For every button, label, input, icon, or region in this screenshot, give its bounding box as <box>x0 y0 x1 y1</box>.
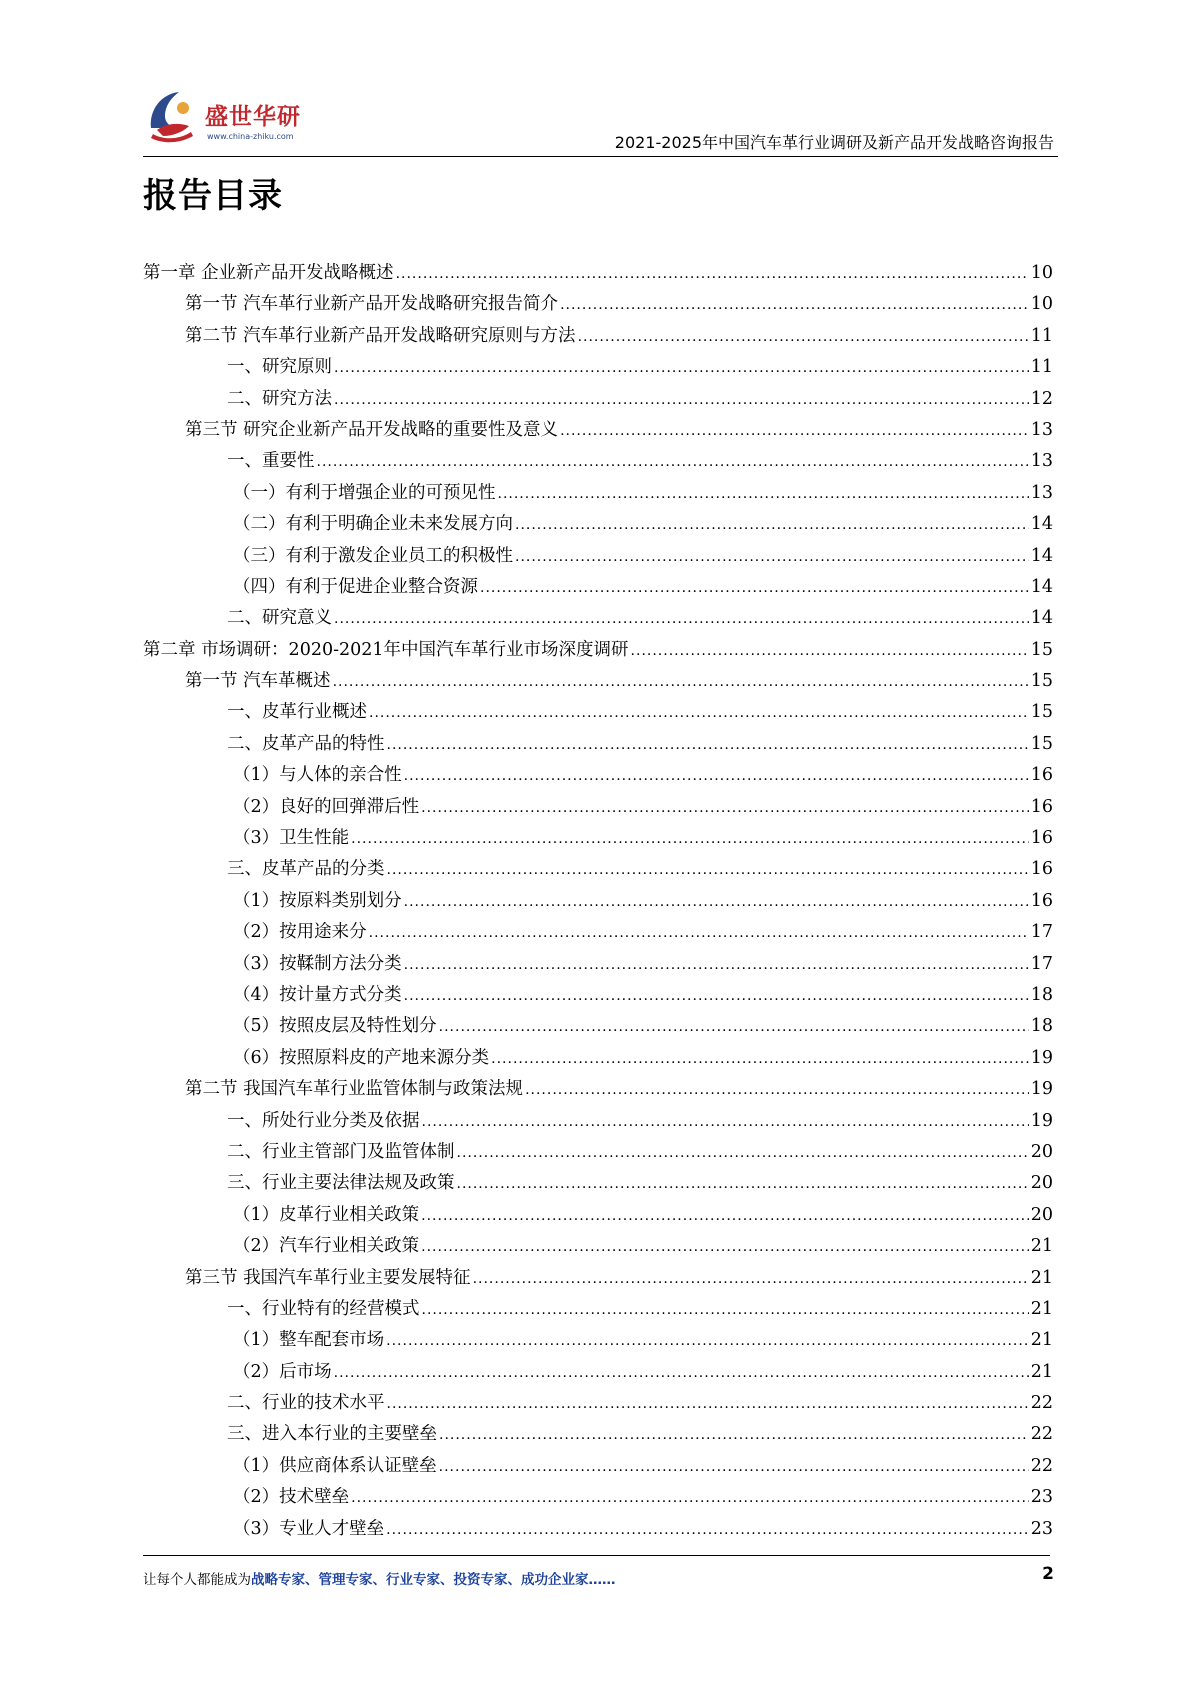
toc-leader-dots <box>387 737 1029 753</box>
toc-entry[interactable] <box>143 353 1053 384</box>
toc-entry-label: （5）按照皮层及特性划分 <box>233 1016 437 1037</box>
toc-leader-dots <box>422 1302 1029 1318</box>
toc-entry[interactable] <box>143 918 1053 949</box>
toc-entry[interactable] <box>143 416 1053 447</box>
toc-entry-label: （二）有利于明确企业未来发展方向 <box>233 514 513 535</box>
toc-entry[interactable] <box>143 636 1053 667</box>
toc-entry-page: 16 <box>1030 890 1053 911</box>
toc-entry-label: 第一节 汽车革概述 <box>185 671 331 692</box>
toc-entry-label: 第三节 研究企业新产品开发战略的重要性及意义 <box>185 419 559 440</box>
toc-entry-page: 21 <box>1030 1298 1053 1319</box>
toc-leader-dots <box>498 486 1029 502</box>
toc-entry-page: 15 <box>1030 671 1053 692</box>
toc-entry-page: 18 <box>1030 1016 1053 1037</box>
toc-entry[interactable] <box>143 479 1053 510</box>
toc-entry[interactable] <box>143 1201 1053 1232</box>
toc-entry-page: 13 <box>1030 419 1053 440</box>
toc-entry-label: 第三节 我国汽车革行业主要发展特征 <box>185 1267 471 1288</box>
toc-entry-page: 22 <box>1030 1393 1053 1414</box>
toc-entry-label: 二、研究意义 <box>227 608 332 629</box>
page-number: 2 <box>1042 1564 1054 1584</box>
toc-entry[interactable] <box>143 1075 1053 1106</box>
toc-leader-dots <box>525 1082 1029 1098</box>
toc-entry[interactable] <box>143 542 1053 573</box>
toc-entry[interactable] <box>143 1044 1053 1075</box>
toc-leader-dots <box>386 1333 1029 1349</box>
toc-entry-page: 20 <box>1030 1141 1053 1162</box>
toc-entry-label: 一、重要性 <box>227 451 315 472</box>
toc-entry-page: 21 <box>1030 1267 1053 1288</box>
toc-entry-page: 16 <box>1030 859 1053 880</box>
toc-entry-label: （6）按照原料皮的产地来源分类 <box>233 1047 490 1068</box>
page-title: 报告目录 <box>143 176 283 216</box>
toc-entry-label: 二、研究方法 <box>227 388 332 409</box>
footer-highlight: 战略专家、管理专家、行业专家、投资专家、成功企业家…… <box>251 1572 616 1588</box>
toc-leader-dots <box>404 894 1029 910</box>
toc-entry-page: 14 <box>1030 576 1053 597</box>
toc-entry[interactable] <box>143 1326 1053 1357</box>
toc-entry[interactable] <box>143 981 1053 1012</box>
logo-url: www.china-zhiku.com <box>207 132 294 141</box>
toc-entry-page: 19 <box>1030 1079 1053 1100</box>
toc-entry-label: 三、皮革产品的分类 <box>227 859 385 880</box>
toc-entry-page: 21 <box>1030 1361 1053 1382</box>
toc-entry-page: 16 <box>1030 765 1053 786</box>
toc-entry-label: （2）技术壁垒 <box>233 1487 350 1508</box>
toc-entry-page: 21 <box>1030 1236 1053 1257</box>
toc-leader-dots <box>421 800 1029 816</box>
toc-entry-page: 15 <box>1030 702 1053 723</box>
toc-entry[interactable] <box>143 259 1053 290</box>
company-logo <box>143 84 313 150</box>
toc-entry-label: （3）卫生性能 <box>233 828 350 849</box>
toc-entry-label: 一、行业特有的经营模式 <box>227 1298 420 1319</box>
toc-entry[interactable] <box>143 1107 1053 1138</box>
toc-entry-page: 20 <box>1030 1173 1053 1194</box>
toc-entry-page: 22 <box>1030 1424 1053 1445</box>
toc-entry-label: （1）皮革行业相关政策 <box>233 1204 420 1225</box>
toc-entry-label: （3）专业人才壁垒 <box>233 1518 385 1539</box>
toc-entry-page: 19 <box>1030 1047 1053 1068</box>
toc-leader-dots <box>421 1239 1029 1255</box>
toc-leader-dots <box>457 1176 1029 1192</box>
toc-entry[interactable] <box>143 1138 1053 1169</box>
toc-leader-dots <box>421 1208 1029 1224</box>
toc-entry-label: （2）汽车行业相关政策 <box>233 1236 420 1257</box>
toc-leader-dots <box>333 674 1029 690</box>
toc-entry-label: 第二章 市场调研：2020-2021年中国汽车革行业市场深度调研 <box>143 639 629 660</box>
toc-entry-label: 一、研究原则 <box>227 357 332 378</box>
toc-entry-label: 二、行业的技术水平 <box>227 1393 385 1414</box>
toc-leader-dots <box>422 1114 1029 1130</box>
toc-entry[interactable] <box>143 322 1053 353</box>
toc-entry-label: 二、行业主管部门及监管体制 <box>227 1141 455 1162</box>
toc-leader-dots <box>334 1365 1029 1381</box>
toc-leader-dots <box>439 1019 1029 1035</box>
toc-entry-label: 三、进入本行业的主要壁垒 <box>227 1424 437 1445</box>
toc-entry[interactable] <box>143 573 1053 604</box>
toc-leader-dots <box>351 831 1029 847</box>
toc-entry-label: （1）与人体的亲合性 <box>233 765 402 786</box>
toc-entry[interactable] <box>143 604 1053 635</box>
toc-entry-page: 21 <box>1030 1330 1053 1351</box>
toc-entry-page: 19 <box>1030 1110 1053 1131</box>
toc-entry-label: 第二节 我国汽车革行业监管体制与政策法规 <box>185 1079 524 1100</box>
logo-emblem-icon <box>143 84 205 146</box>
toc-entry[interactable] <box>143 1012 1053 1043</box>
toc-entry[interactable] <box>143 824 1053 855</box>
toc-entry[interactable] <box>143 1483 1053 1514</box>
toc-entry-page: 16 <box>1030 828 1053 849</box>
toc-leader-dots <box>578 329 1029 345</box>
report-title: 2021-2025年中国汽车革行业调研及新产品开发战略咨询报告 <box>614 133 1054 152</box>
toc-entry-page: 13 <box>1030 451 1053 472</box>
toc-entry-label: 第一章 企业新产品开发战略概述 <box>143 263 394 283</box>
toc-entry-page: 18 <box>1030 984 1053 1005</box>
toc-entry[interactable] <box>143 1452 1053 1483</box>
toc-entry-page: 13 <box>1030 482 1053 503</box>
toc-leader-dots <box>369 705 1029 721</box>
toc-entry[interactable] <box>143 1420 1053 1451</box>
toc-leader-dots <box>404 957 1029 973</box>
toc-entry[interactable] <box>143 290 1053 321</box>
toc-leader-dots <box>334 360 1029 376</box>
toc-entry-page: 16 <box>1030 796 1053 817</box>
toc-leader-dots <box>480 580 1029 596</box>
toc-entry-page: 14 <box>1030 608 1053 629</box>
toc-leader-dots <box>351 1490 1029 1506</box>
toc-entry[interactable] <box>143 1358 1053 1389</box>
toc-entry-label: （一）有利于增强企业的可预见性 <box>233 482 496 503</box>
toc-entry-page: 11 <box>1030 325 1053 346</box>
toc-entry[interactable] <box>143 447 1053 478</box>
toc-entry-label: （2）良好的回弹滞后性 <box>233 796 420 817</box>
toc-entry-label: 一、皮革行业概述 <box>227 702 367 723</box>
toc-entry-label: 第一节 汽车革行业新产品开发战略研究报告简介 <box>185 294 559 315</box>
toc-entry-label: 三、行业主要法律法规及政策 <box>227 1173 455 1194</box>
toc-entry[interactable] <box>143 793 1053 824</box>
toc-entry[interactable] <box>143 730 1053 761</box>
toc-entry-label: （1）整车配套市场 <box>233 1330 385 1351</box>
toc-entry-page: 23 <box>1030 1487 1053 1508</box>
toc-leader-dots <box>404 988 1029 1004</box>
toc-entry[interactable] <box>143 1232 1053 1263</box>
toc-entry[interactable] <box>143 667 1053 698</box>
toc-entry-label: （2）按用途来分 <box>233 922 367 943</box>
toc-entry-label: （1）按原料类别划分 <box>233 890 402 911</box>
toc-entry[interactable] <box>143 887 1053 918</box>
toc-leader-dots <box>369 925 1029 941</box>
logo-name: 盛世华研 <box>205 104 301 130</box>
toc-entry-page: 22 <box>1030 1455 1053 1476</box>
toc-leader-dots <box>334 392 1029 408</box>
toc-leader-dots <box>439 1459 1029 1475</box>
toc-entry-page: 11 <box>1030 357 1053 378</box>
toc-leader-dots <box>396 266 1029 282</box>
toc-entry-page: 17 <box>1030 922 1053 943</box>
toc-entry[interactable] <box>143 761 1053 792</box>
toc-entry-label: （3）按鞣制方法分类 <box>233 953 402 974</box>
toc-leader-dots <box>515 517 1029 533</box>
toc-entry-label: 第二节 汽车革行业新产品开发战略研究原则与方法 <box>185 325 576 346</box>
toc-entry[interactable] <box>143 510 1053 541</box>
toc-entry[interactable] <box>143 1264 1053 1295</box>
toc-entry[interactable] <box>143 950 1053 981</box>
toc-entry[interactable] <box>143 1515 1053 1546</box>
toc-entry[interactable] <box>143 1389 1053 1420</box>
toc-entry-page: 10 <box>1030 294 1053 315</box>
toc-leader-dots <box>515 549 1029 565</box>
toc-leader-dots <box>387 862 1029 878</box>
footer-prefix: 让每个人都能成为 <box>143 1572 251 1588</box>
table-of-contents <box>143 259 1053 1546</box>
toc-entry-page: 17 <box>1030 953 1053 974</box>
toc-entry-label: （4）按计量方式分类 <box>233 984 402 1005</box>
toc-entry-page: 14 <box>1030 545 1053 566</box>
toc-leader-dots <box>473 1271 1029 1287</box>
toc-entry-page: 10 <box>1030 263 1053 283</box>
toc-entry-label: （四）有利于促进企业整合资源 <box>233 576 478 597</box>
toc-leader-dots <box>491 1051 1029 1067</box>
toc-leader-dots <box>439 1427 1029 1443</box>
footer-slogan <box>143 1568 616 1588</box>
toc-entry-label: 一、所处行业分类及依据 <box>227 1110 420 1131</box>
toc-leader-dots <box>404 768 1029 784</box>
toc-entry[interactable] <box>143 855 1053 886</box>
toc-leader-dots <box>631 643 1029 659</box>
toc-entry[interactable] <box>143 1169 1053 1200</box>
toc-entry-label: （1）供应商体系认证壁垒 <box>233 1455 437 1476</box>
toc-entry[interactable] <box>143 385 1053 416</box>
toc-leader-dots <box>457 1145 1029 1161</box>
toc-leader-dots <box>560 423 1029 439</box>
footer-divider <box>143 1555 1050 1556</box>
toc-entry-label: 二、皮革产品的特性 <box>227 733 385 754</box>
toc-leader-dots <box>560 297 1029 313</box>
toc-entry-page: 14 <box>1030 514 1053 535</box>
toc-entry[interactable] <box>143 1295 1053 1326</box>
header-divider <box>143 156 1058 157</box>
toc-entry[interactable] <box>143 698 1053 729</box>
toc-leader-dots <box>317 454 1029 470</box>
toc-entry-page: 23 <box>1030 1518 1053 1539</box>
page-header <box>143 78 1058 158</box>
toc-entry-page: 15 <box>1030 639 1053 660</box>
toc-leader-dots <box>334 611 1029 627</box>
toc-leader-dots <box>387 1396 1029 1412</box>
toc-entry-label: （三）有利于激发企业员工的积极性 <box>233 545 513 566</box>
toc-entry-page: 12 <box>1030 388 1053 409</box>
toc-leader-dots <box>386 1522 1029 1538</box>
toc-entry-page: 20 <box>1030 1204 1053 1225</box>
toc-entry-label: （2）后市场 <box>233 1361 332 1382</box>
toc-entry-page: 15 <box>1030 733 1053 754</box>
